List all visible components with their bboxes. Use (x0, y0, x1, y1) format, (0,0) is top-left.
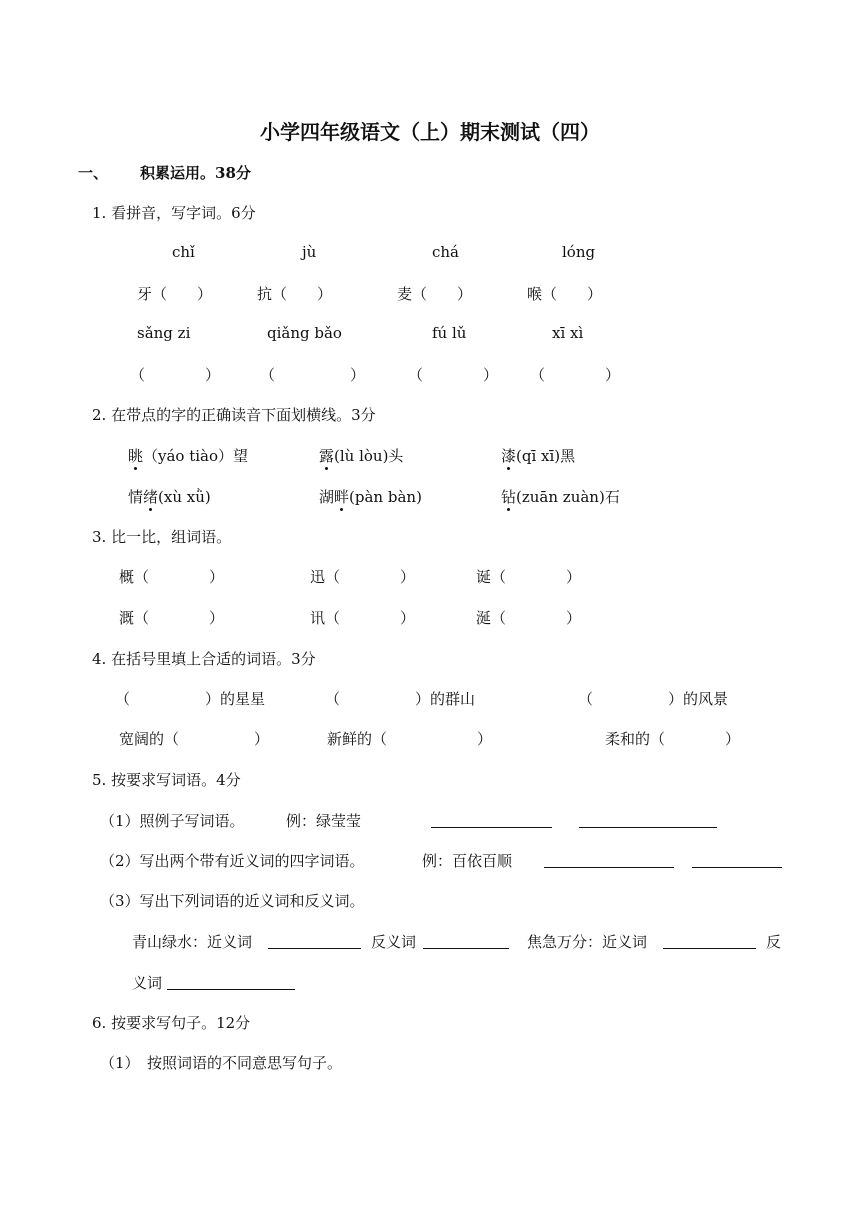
pronunciation-item: 情绪(xù xǜ) (128, 488, 211, 506)
char-blank: 喉（ ） (527, 285, 603, 303)
fill-phrase: 宽阔的（ ） (119, 730, 270, 748)
dotted-char: 漆 (501, 447, 517, 465)
pronunciation-item: 漆(qī xī)黑 (501, 447, 576, 465)
answer-line (167, 974, 295, 990)
antonym-label-end: 义词 (132, 974, 163, 992)
q3-heading: 3. 比一比，组词语。 (92, 528, 232, 546)
q4-heading: 4. 在括号里填上合适的词语。3分 (92, 650, 316, 668)
answer-line (692, 852, 782, 868)
pronunciation-item: 钻(zuān zuàn)石 (501, 488, 620, 506)
dotted-char: 畔 (334, 488, 350, 506)
compare-item: 溉（ ） (119, 609, 225, 627)
q5-sub1-example: 例：绿莹莹 (286, 812, 362, 830)
pinyin: qiǎng bǎo (267, 324, 342, 342)
fill-phrase: 柔和的（ ） (605, 730, 741, 748)
q2-heading: 2. 在带点的字的正确读音下面划横线。3分 (92, 406, 376, 424)
q5-heading: 5. 按要求写词语。4分 (92, 771, 241, 789)
q6-sub1: （1） 按照词语的不同意思写句子。 (100, 1054, 343, 1072)
pinyin: chǐ (172, 243, 195, 261)
answer-line (544, 852, 674, 868)
antonym-label-start: 反 (766, 933, 782, 951)
q5-sub2-example: 例：百依百顺 (422, 852, 513, 870)
char-blank: 牙（ ） (137, 285, 213, 303)
pinyin: xī xì (552, 324, 584, 342)
char-blank: 麦（ ） (397, 285, 473, 303)
pinyin: jù (302, 243, 317, 261)
pronunciation-item: 露(lù lòu)头 (319, 447, 404, 465)
section-heading: 积累运用。38分 (140, 164, 251, 182)
page-title: 小学四年级语文（上）期末测试（四） (260, 120, 600, 144)
compare-item: 讯（ ） (310, 609, 416, 627)
answer-line (423, 933, 509, 949)
synonym-label: 焦急万分：近义词 (527, 933, 648, 951)
antonym-label: 反义词 (371, 933, 417, 951)
dotted-char: 露 (319, 447, 335, 465)
dotted-char: 绪 (143, 488, 159, 506)
pinyin: chá (432, 243, 460, 261)
fill-phrase: 新鲜的（ ） (327, 730, 493, 748)
q1-heading: 1. 看拼音，写字词。6分 (92, 204, 256, 222)
q5-sub3: （3）写出下列词语的近义词和反义词。 (100, 892, 365, 910)
section-number: 一、 (78, 164, 109, 182)
q5-sub2: （2）写出两个带有近义词的四字词语。 (100, 852, 365, 870)
answer-blank: （ ） (260, 366, 366, 384)
synonym-label: 青山绿水：近义词 (132, 933, 253, 951)
fill-phrase: （ ）的星星 (115, 690, 266, 708)
dotted-char: 钻 (501, 488, 517, 506)
pinyin: sǎng zi (137, 324, 191, 342)
char-blank: 抗（ ） (257, 285, 333, 303)
answer-line (268, 933, 361, 949)
answer-line (663, 933, 756, 949)
pronunciation-item: 眺（yáo tiào）望 (128, 447, 249, 465)
answer-line (579, 812, 717, 828)
compare-item: 迅（ ） (310, 568, 416, 586)
q5-sub1: （1）照例子写词语。 (100, 812, 245, 830)
fill-phrase: （ ）的风景 (578, 690, 729, 708)
pronunciation-item: 湖畔(pàn bàn) (319, 488, 422, 506)
answer-blank: （ ） (530, 366, 621, 384)
compare-item: 涎（ ） (476, 609, 582, 627)
compare-item: 诞（ ） (476, 568, 582, 586)
compare-item: 概（ ） (119, 568, 225, 586)
pinyin: lóng (562, 243, 596, 261)
dotted-char: 眺 (128, 447, 144, 465)
answer-line (431, 812, 552, 828)
fill-phrase: （ ）的群山 (325, 690, 476, 708)
pinyin: fú lǔ (432, 324, 467, 342)
answer-blank: （ ） (130, 366, 221, 384)
answer-blank: （ ） (408, 366, 499, 384)
q6-heading: 6. 按要求写句子。12分 (92, 1014, 251, 1032)
